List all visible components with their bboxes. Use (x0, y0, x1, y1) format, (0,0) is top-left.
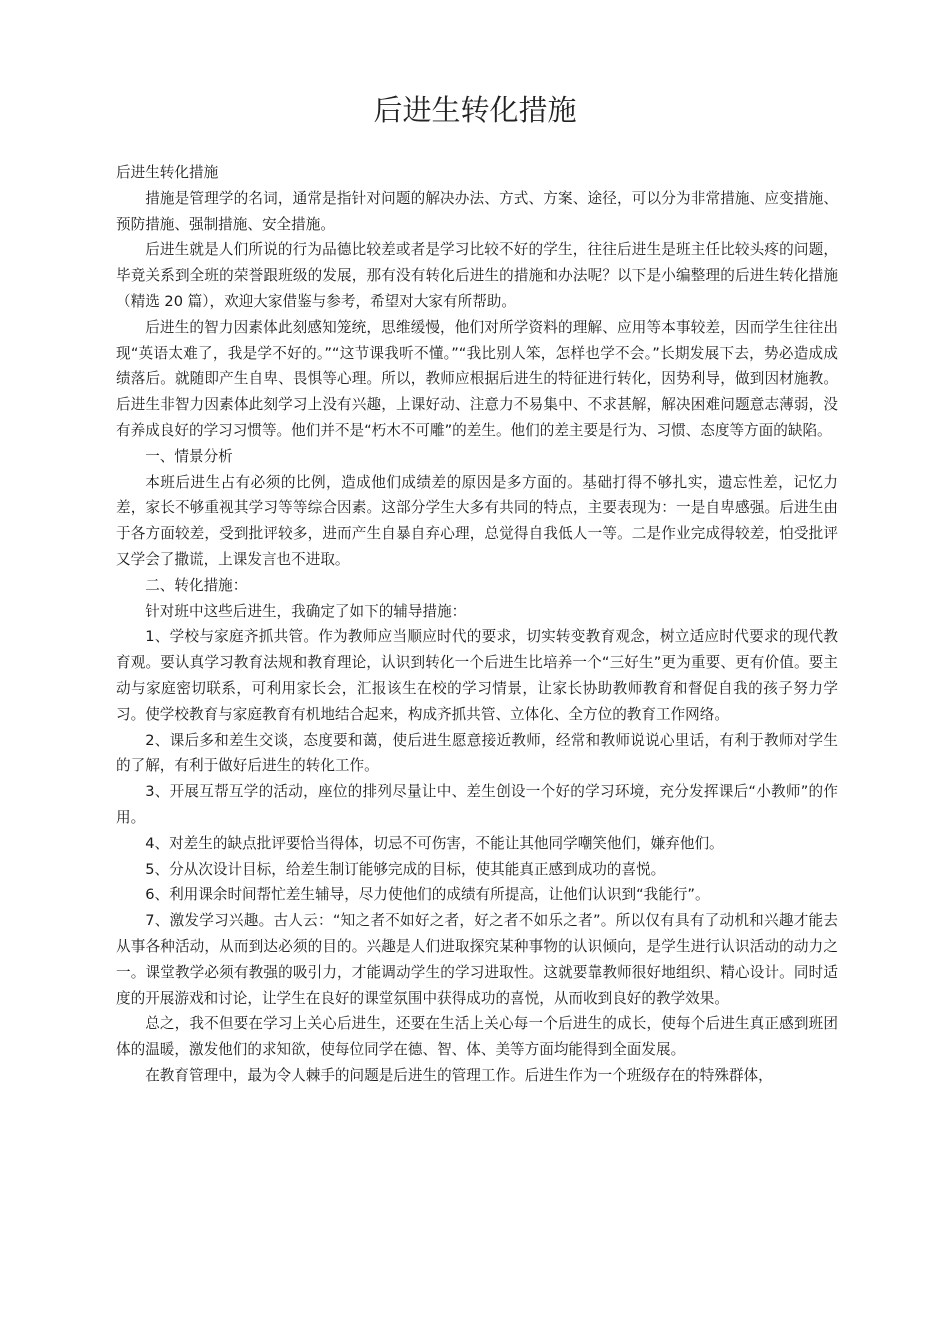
measure-item-4: 4、对差生的缺点批评要恰当得体，切忌不可伤害，不能让其他同学嘲笑他们，嫌弃他们。 (145, 834, 724, 852)
characteristics-paragraph: 后进生的智力因素体此刻感知笼统，思维缓慢，他们对所学资料的理解、应用等本事较差，因而学生往往出现“英语太难了，我是学不好的。”“这节课我听不懂。”“我比别人笨，怎样也学不会。”长期发展下去，势必造成成绩落后。就随即产生自卑、畏惧等心理。所以，教师应根据后进生的特征进行转化，因势利导，做到因材施教。后进生非智力因素体此刻学习上没有兴趣，上课好动、注意力不易集中、不求甚解，解决困难问题意志薄弱，没有养成良好的学习习惯等。他们并不是“朽木不可雕”的差生。他们的差主要是行为、习惯、态度等方面的缺陷。 (116, 318, 838, 439)
measure-item-1: 1、学校与家庭齐抓共管。作为教师应当顺应时代的要求，切实转变教育观念，树立适应时代要求的现代教育观。要认真学习教育法规和教育理论，认识到转化一个后进生比培养一个“三好生”更为重要、更有价值。要主动与家庭密切联系，可利用家长会，汇报该生在校的学习情景，让家长协助教师教育和督促自我的孩子努力学习。使学校教育与家庭教育有机地结合起来，构成齐抓共管、立体化、全方位的教育工作网络。 (116, 628, 838, 723)
measure-item-7: 7、激发学习兴趣。古人云：“知之者不如好之者，好之者不如乐之者”。所以仅有具有了动机和兴趣才能去从事各种活动，从而到达必须的目的。兴趣是人们进取探究某种事物的认识倾向，是学生进行认识活动的动力之一。课堂教学必须有教强的吸引力，才能调动学生的学习进取性。这就要靠教师很好地组织、精心设计。同时适度的开展游戏和讨论，让学生在良好的课堂氛围中获得成功的喜悦，从而收到良好的教学效果。 (116, 912, 838, 1007)
section-heading-measures: 二、转化措施： (145, 576, 248, 594)
situation-paragraph: 本班后进生占有必须的比例，造成他们成绩差的原因是多方面的。基础打得不够扎实，遗忘性差，记忆力差，家长不够重视其学习等等综合因素。这部分学生大多有共同的特点，主要表现为：一是自卑感强。后进生由于各方面较差，受到批评较多，进而产生自暴自弃心理，总觉得自我低人一等。二是作业完成得较差，怕受批评又学会了撒谎，上课发言也不进取。 (116, 473, 838, 568)
measure-item-5: 5、分从次设计目标，给差生制订能够完成的目标，使其能真正感到成功的喜悦。 (145, 860, 666, 878)
measure-item-2: 2、课后多和差生交谈，态度要和蔼，使后进生愿意接近教师，经常和教师说说心里话，有利于教师对学生的了解，有利于做好后进生的转化工作。 (116, 731, 838, 775)
document-title: 后进生转化措施 (373, 93, 577, 127)
definition-paragraph: 措施是管理学的名词，通常是指针对问题的解决办法、方式、方案、途径，可以分为非常措施、应变措施、预防措施、强制措施、安全措施。 (116, 189, 838, 233)
measures-intro-paragraph: 针对班中这些后进生，我确定了如下的辅导措施： (145, 602, 467, 620)
continuation-paragraph: 在教育管理中，最为令人棘手的问题是后进生的管理工作。后进生作为一个班级存在的特殊群体， (145, 1066, 773, 1084)
document-body (116, 160, 838, 1089)
section-heading-situation: 一、情景分析 (145, 447, 233, 465)
summary-paragraph: 总之，我不但要在学习上关心后进生，还要在生活上关心每一个后进生的成长，使每个后进生真正感到班团体的温暖，激发他们的求知欲，使每位同学在德、智、体、美等方面均能得到全面发展。 (116, 1015, 838, 1059)
measure-item-6: 6、利用课余时间帮忙差生辅导，尽力使他们的成绩有所提高，让他们认识到“我能行”。 (145, 886, 710, 904)
measure-item-3: 3、开展互帮互学的活动，座位的排列尽量让中、差生创设一个好的学习环境，充分发挥课后“小教师”的作用。 (116, 783, 838, 826)
intro-paragraph: 后进生就是人们所说的行为品德比较差或者是学习比较不好的学生，往往后进生是班主任比较头疼的问题，毕竟关系到全班的荣誉跟班级的发展，那有没有转化后进生的措施和办法呢？以下是小编整理的后进生转化措施（精选 20 篇），欢迎大家借鉴与参考，希望对大家有所帮助。 (116, 241, 838, 310)
subtitle-paragraph: 后进生转化措施 (116, 164, 219, 181)
